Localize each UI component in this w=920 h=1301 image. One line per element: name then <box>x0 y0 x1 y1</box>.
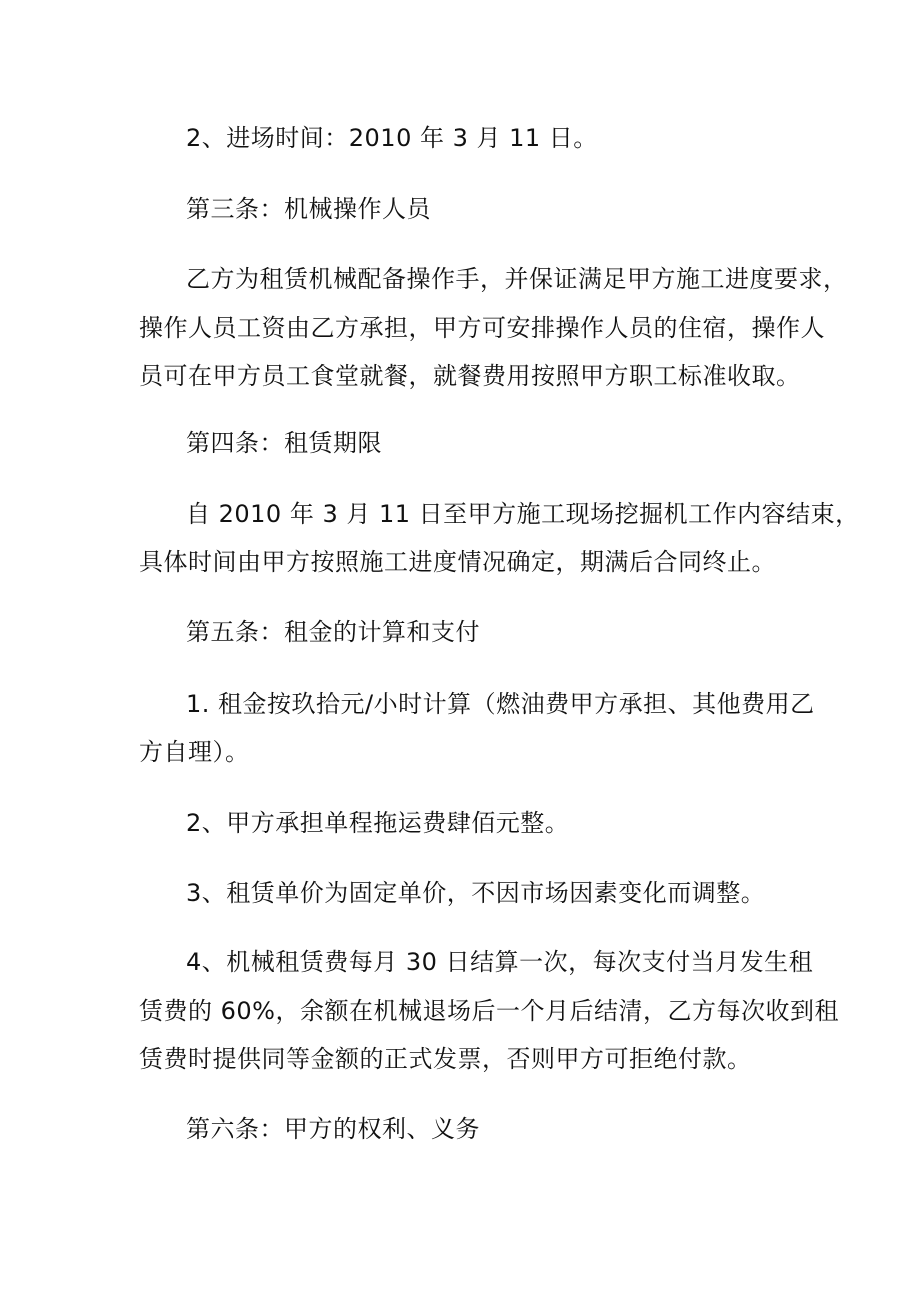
article-4-body-line-2: 具体时间由甲方按照施工进度情况确定，期满后合同终止。 <box>139 548 776 576</box>
article-3-body-line-2: 操作人员工资由乙方承担，甲方可安排操作人员的住宿，操作人 <box>139 314 825 342</box>
article-3-body-line-1: 乙方为租赁机械配备操作手，并保证满足甲方施工进度要求， <box>186 265 848 293</box>
article-4-body-line-1: 自 2010 年 3 月 11 日至甲方施工现场挖掘机工作内容结束， <box>186 500 860 528</box>
article-5-item-4-line-2: 赁费的 60%，余额在机械退场后一个月后结清，乙方每次收到租 <box>139 997 839 1025</box>
article-3-body-line-3: 员可在甲方员工食堂就餐，就餐费用按照甲方职工标准收取。 <box>139 362 801 390</box>
article-5-item-3: 3、租赁单价为固定单价，不因市场因素变化而调整。 <box>186 879 766 907</box>
article-3-heading: 第三条：机械操作人员 <box>186 195 431 223</box>
article-5-heading: 第五条：租金的计算和支付 <box>186 618 480 646</box>
article-5-item-2: 2、甲方承担单程拖运费肆佰元整。 <box>186 809 570 837</box>
entry-time-line: 2、进场时间：2010 年 3 月 11 日。 <box>186 124 598 152</box>
article-5-item-4-line-3: 赁费时提供同等金额的正式发票，否则甲方可拒绝付款。 <box>139 1045 752 1073</box>
article-5-item-4-line-1: 4、机械租赁费每月 30 日结算一次，每次支付当月发生租 <box>186 948 814 976</box>
article-6-heading: 第六条：甲方的权利、义务 <box>186 1115 480 1143</box>
article-5-item-1-line-1: 1. 租金按玖拾元/小时计算（燃油费甲方承担、其他费用乙 <box>186 690 815 718</box>
article-5-item-1-line-2: 方自理）。 <box>139 738 250 766</box>
article-4-heading: 第四条：租赁期限 <box>186 429 382 457</box>
